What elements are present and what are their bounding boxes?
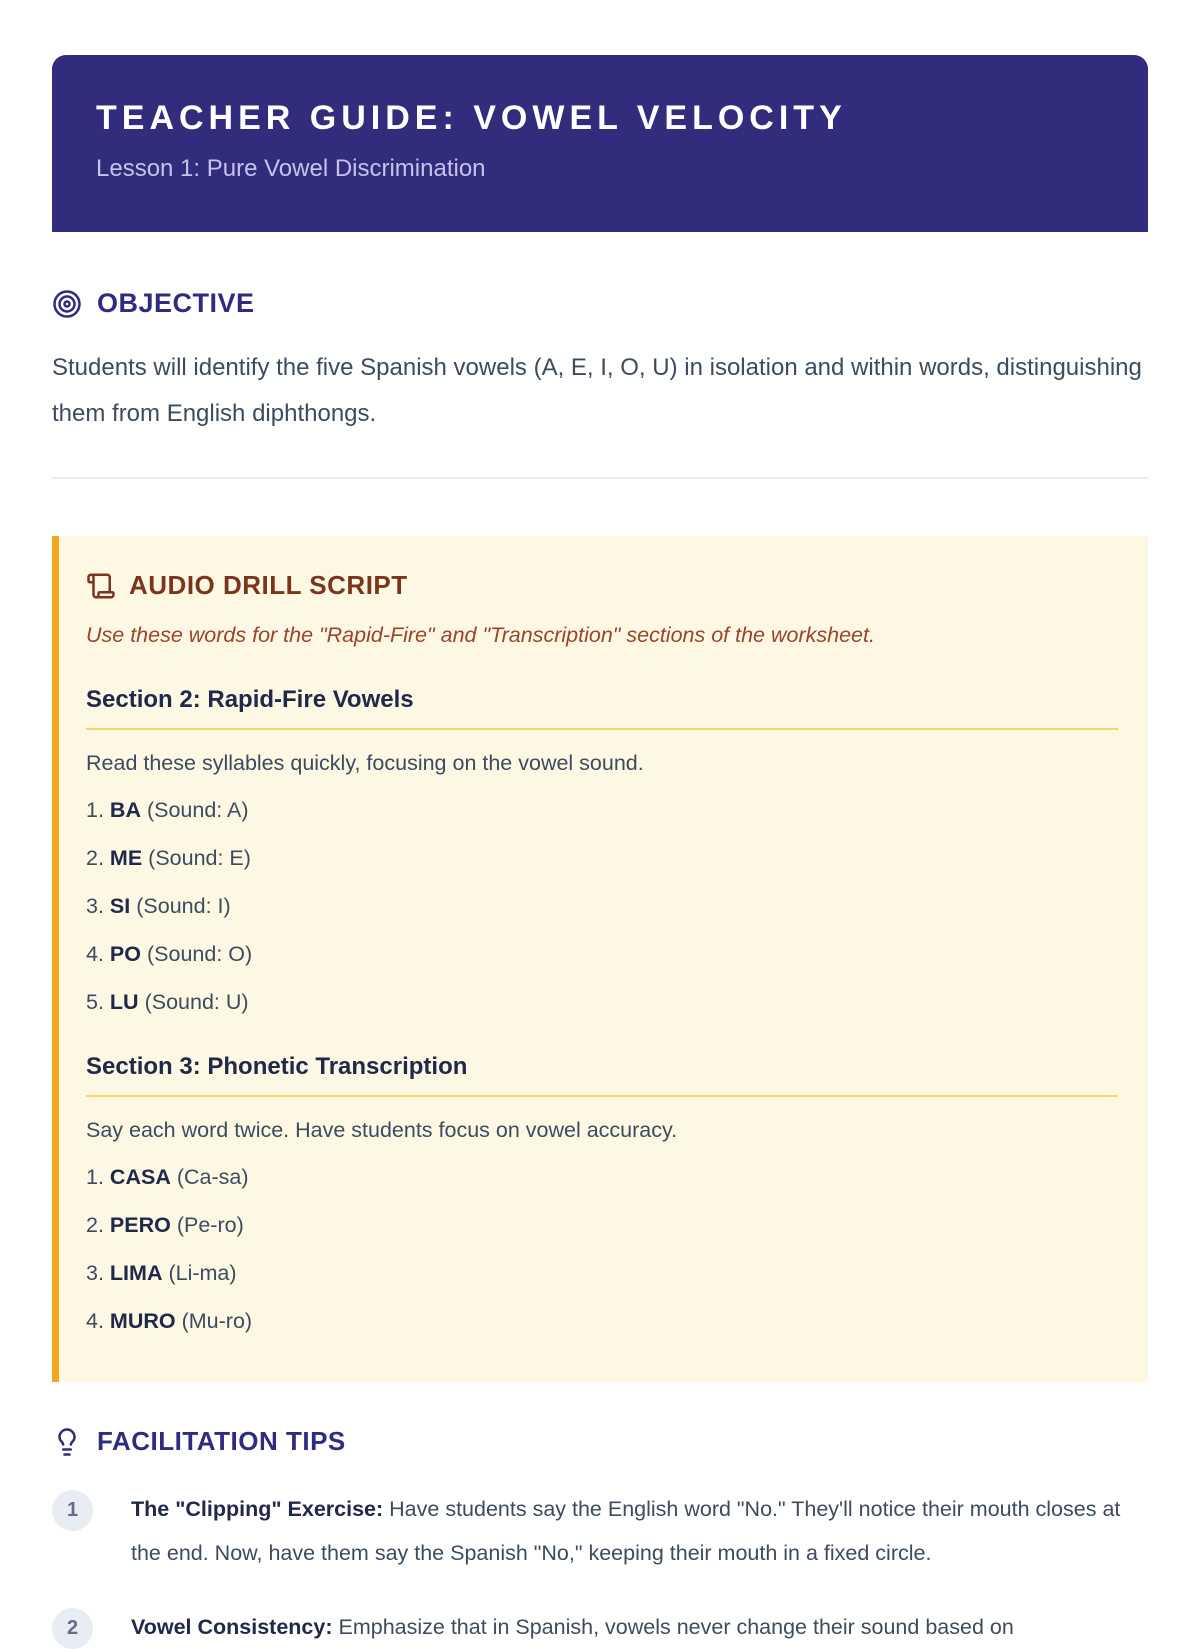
rapid-fire-section bbox=[86, 686, 1118, 1015]
list-item: 3. SI (Sound: I) bbox=[86, 894, 231, 918]
objective-section bbox=[52, 288, 1148, 437]
phonetic-transcription-section bbox=[86, 1053, 1118, 1334]
facilitation-tips-heading-label: FACILITATION TIPS bbox=[97, 1426, 346, 1456]
lightbulb-icon bbox=[52, 1427, 82, 1457]
list-item: 4. MURO (Mu-ro) bbox=[86, 1309, 253, 1333]
list-item: 2. ME (Sound: E) bbox=[86, 846, 251, 870]
phonetic-transcription-intro: Say each word twice. Have students focus on vowel accuracy. bbox=[86, 1118, 678, 1142]
tip-number-badge: 1 bbox=[52, 1490, 93, 1531]
tip-text: Vowel Consistency: Emphasize that in Spanish, vowels never change their sound based on bbox=[131, 1615, 1014, 1639]
list-item: 3. LIMA (Li-ma) bbox=[86, 1261, 237, 1285]
audio-drill-script-box bbox=[52, 536, 1148, 1382]
rapid-fire-heading: Section 2: Rapid-Fire Vowels bbox=[86, 686, 1118, 730]
section-divider bbox=[52, 477, 1148, 479]
audio-drill-note: Use these words for the "Rapid-Fire" and "Transcription" sections of the worksheet. bbox=[86, 623, 875, 647]
list-item: 4. PO (Sound: O) bbox=[86, 942, 253, 966]
page-title: TEACHER GUIDE: VOWEL VELOCITY bbox=[96, 99, 847, 137]
list-item: 5. LU (Sound: U) bbox=[86, 990, 249, 1014]
objective-heading bbox=[52, 288, 1148, 319]
rapid-fire-intro: Read these syllables quickly, focusing on the vowel sound. bbox=[86, 751, 644, 775]
list-item: 2. PERO (Pe-ro) bbox=[86, 1213, 244, 1237]
audio-drill-heading-label: AUDIO DRILL SCRIPT bbox=[129, 570, 408, 600]
list-item: 1. CASA (Ca-sa) bbox=[86, 1165, 249, 1189]
rapid-fire-list bbox=[86, 798, 1118, 1015]
phonetic-transcription-heading: Section 3: Phonetic Transcription bbox=[86, 1053, 1118, 1097]
target-icon bbox=[52, 289, 82, 319]
scroll-icon bbox=[86, 571, 116, 601]
list-item: 1. BA (Sound: A) bbox=[86, 798, 249, 822]
audio-drill-heading bbox=[86, 570, 1118, 601]
tip-row bbox=[52, 1487, 1148, 1575]
facilitation-tips-section bbox=[52, 1426, 1148, 1649]
tip-row bbox=[52, 1605, 1148, 1649]
facilitation-tips-heading bbox=[52, 1426, 1148, 1457]
objective-body: Students will identify the five Spanish vowels (A, E, I, O, U) in isolation and within words, distinguishing them from English diphthongs. bbox=[52, 354, 1142, 427]
tip-number-badge: 2 bbox=[52, 1608, 93, 1649]
objective-heading-label: OBJECTIVE bbox=[97, 288, 255, 318]
page-subtitle: Lesson 1: Pure Vowel Discrimination bbox=[96, 155, 486, 182]
phonetic-transcription-list bbox=[86, 1165, 1118, 1334]
header-banner bbox=[52, 55, 1148, 232]
tip-text: The "Clipping" Exercise: Have students say the English word "No." They'll notice their mouth closes at the end. Now, have them say the Spanish "No," keeping their mouth in a fixed circle. bbox=[131, 1497, 1121, 1565]
